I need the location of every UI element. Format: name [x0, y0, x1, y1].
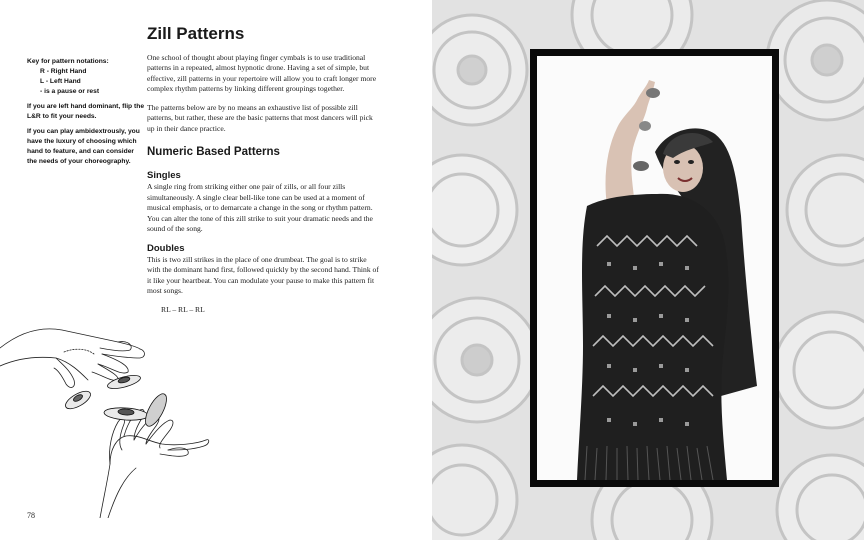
main-column	[147, 24, 379, 314]
key-item-left: L - Left Hand	[40, 78, 81, 86]
hands-zills-illustration	[0, 318, 215, 518]
notation-key	[27, 57, 145, 97]
left-hand-note: If you are left hand dominant, flip the L&R to fit your needs.	[27, 103, 145, 121]
intro-paragraph-2: The patterns below are by no means an exhaustive list of possible zill patterns, but rather, these are the basic patterns that most dancers will pick up in their dance practice.	[147, 102, 373, 133]
page-title: Zill Patterns	[147, 24, 245, 43]
singles-heading: Singles	[147, 170, 181, 182]
dancer-figure-image	[537, 56, 772, 480]
right-page	[432, 0, 864, 540]
dancer-photo	[537, 56, 772, 480]
doubles-paragraph: This is two zill strikes in the place of one drumbeat. The goal is to strike with the dominant hand first, followed quickly by the second hand. Think of it like your heartbeat. You can modulate your pause to make this pattern fit most songs.	[147, 254, 379, 296]
intro-paragraph-1: One school of thought about playing finger cymbals is to use traditional patterns in a repeated, almost hypnotic drone. Having a set of simple, but effective, zill patterns in your repertoire will allow you to craft longer more complex rhythm patterns by linking different groupings together.	[147, 53, 377, 94]
photo-frame	[530, 49, 779, 487]
key-item-rest: - is a pause or rest	[40, 88, 100, 96]
doubles-heading: Doubles	[147, 242, 185, 254]
key-item-right: R - Right Hand	[40, 68, 87, 76]
sidebar-notes	[27, 57, 145, 172]
doubles-pattern: RL – RL – RL	[161, 304, 205, 314]
singles-paragraph: A single ring from striking either one pair of zills, or all four zills simultaneously. A single clear bell-like tone can be used at a moment of musical emphasis, or to demarcate a change in the song or rhythm pattern. You can alter the tone of this zill strike to suit your dramatic needs and the sound of the song.	[147, 182, 373, 234]
page-number: 78	[27, 511, 35, 520]
section-heading: Numeric Based Patterns	[147, 146, 280, 159]
ambidextrous-note: If you can play ambidextrously, you have the luxury of choosing which hand to feature, and can consider the needs of your choreography.	[27, 128, 140, 166]
notation-key-heading: Key for pattern notations:	[27, 58, 109, 65]
